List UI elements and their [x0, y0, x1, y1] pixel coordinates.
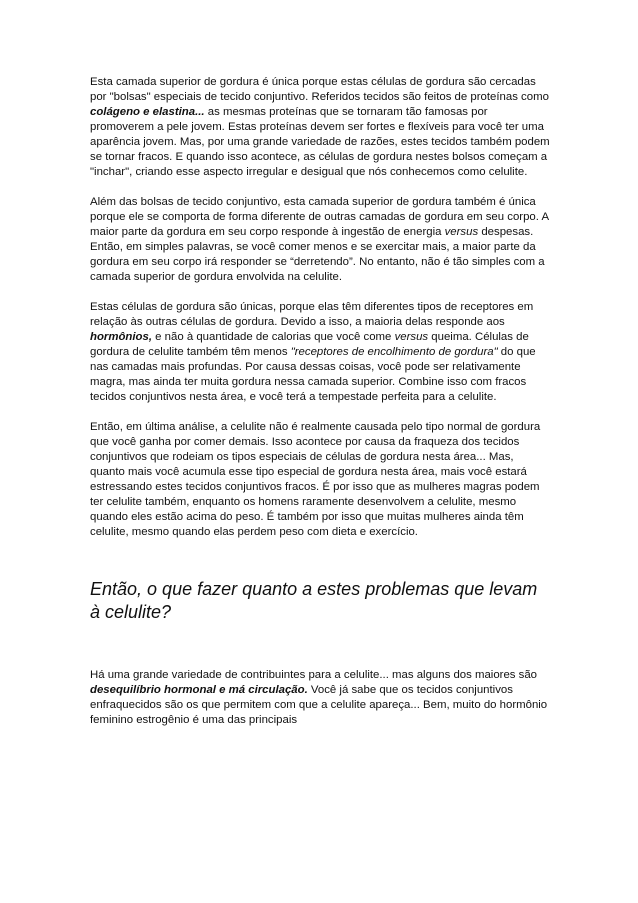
- text-run: Então, em última análise, a celulite não é realmente causada pelo tipo normal de gordura que você ganha por comer demais. Isso acontece por causa da fraqueza dos tecidos conjuntivos que rodeiam os tipos especiais de células de gordura nesta área... Mas, quanto mais você acumula esse tipo especial de gordura nesta área, mais você estará estressando estes tecidos conjuntivos fracos. É por isso que as mulheres magras podem ter celulite também, enquanto os homens raramente desenvolvem a celulite, mesmo quando eles estão acima do peso. É também por isso que muitas mulheres ainda têm celulite, mesmo quando elas perdem peso com dieta e exercício.: [90, 421, 541, 538]
- text-run: Você já sabe que os tecidos conjuntivos enfraquecidos são os que permitem com que a celulite apareça... Bem, muito do hormônio feminino estrogênio é uma das principais: [90, 684, 548, 726]
- paragraph-2: [90, 195, 550, 285]
- paragraph-4: [90, 420, 550, 540]
- text-run: Além das bolsas de tecido conjuntivo, esta camada superior de gordura também é única porque ele se comporta de forma diferente de outras camadas de gordura em seu corpo. A maior parte da gordura em seu corpo responde à ingestão de energia: [90, 196, 549, 238]
- italic-text: "receptores de encolhimento de gordura": [290, 346, 498, 358]
- emphasis-text: colágeno e elastina...: [90, 106, 205, 118]
- text-run: Estas células de gordura são únicas, porque elas têm diferentes tipos de receptores em relação às outras células de gordura. Devido a isso, a maioria delas responde aos: [90, 301, 534, 328]
- italic-text: versus: [444, 226, 479, 238]
- text-run: as mesmas proteínas que se tornaram tão famosas por promoverem a pele jovem. Estas proteínas devem ser fortes e flexíveis para você ter uma aparência jovem. Mas, por uma grande variedade de razões, estes tecidos também podem se tornar fracos. E quando isso acontece, as células de gordura nestes bolsos começam a "inchar", criando esse aspecto irregular e desigual que nós conhecemos como celulite.: [90, 106, 550, 178]
- paragraph-1: [90, 75, 550, 180]
- text-run: Esta camada superior de gordura é única porque estas células de gordura são cercadas por "bolsas" especiais de tecido conjuntivo. Referidos tecidos são feitos de proteínas como: [90, 76, 549, 103]
- paragraph-3: [90, 300, 550, 405]
- emphasis-text: desequilíbrio hormonal e má circulação.: [90, 684, 308, 696]
- section-heading: Então, o que fazer quanto a estes problemas que levam à celulite?: [90, 579, 538, 622]
- text-run: do que nas camadas mais profundas. Por causa dessas coisas, você pode ser relativamente magra, mas ainda ter muita gordura nessa camada superior. Combine isso com fracos tecidos conjuntivos nesta área, e você terá a tempestade perfeita para a celulite.: [90, 346, 536, 403]
- text-run: queima. Células de gordura de celulite também têm menos: [90, 331, 529, 358]
- document-page: [90, 75, 550, 743]
- emphasis-text: hormônios,: [90, 331, 153, 343]
- text-run: e não à quantidade de calorias que você come: [152, 331, 395, 343]
- text-run: despesas. Então, em simples palavras, se você comer menos e se exercitar mais, a maior parte da gordura em seu corpo irá responder se “derretendo”. No entanto, não é tão simples com a camada superior de gordura envolvida na celulite.: [90, 226, 545, 283]
- italic-text: versus: [394, 331, 429, 343]
- paragraph-5: [90, 668, 550, 728]
- text-run: Há uma grande variedade de contribuintes para a celulite... mas alguns dos maiores são: [90, 669, 538, 681]
